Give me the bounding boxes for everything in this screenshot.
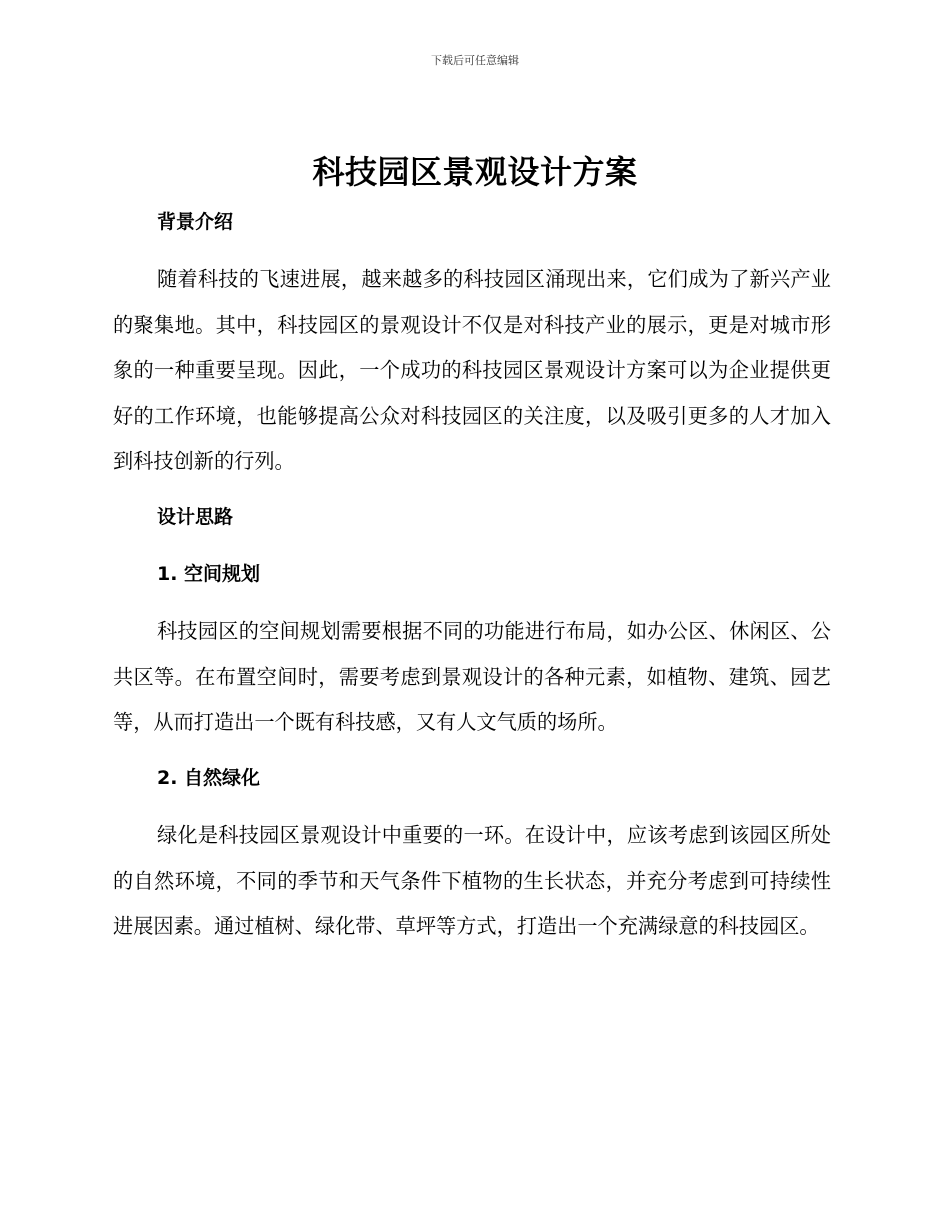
section-paragraph-background: 随着科技的飞速进展，越来越多的科技园区涌现出来，它们成为了新兴产业的聚集地。其中，科技园区的景观设计不仅是对科技产业的展示，更是对城市形象的一种重要呈现。因此，一个成功的科技园区景观设计方案可以为企业提供更好的工作环境，也能够提高公众对科技园区的关注度，以及吸引更多的人才加入到科技创新的行列。 xyxy=(113,267,831,473)
section-heading-space-planning: 1. 空间规划 xyxy=(157,563,261,585)
section-heading-design-approach: 设计思路 xyxy=(157,506,234,528)
section-heading-background: 背景介绍 xyxy=(157,211,234,233)
section-heading-natural-greening: 2. 自然绿化 xyxy=(157,767,261,789)
section-paragraph-natural-greening: 绿化是科技园区景观设计中重要的一环。在设计中，应该考虑到该园区所处的自然环境，不同的季节和天气条件下植物的生长状态，并充分考虑到可持续性进展因素。通过植树、绿化带、草坪等方式，打造出一个充满绿意的科技园区。 xyxy=(113,823,831,938)
section-paragraph-space-planning: 科技园区的空间规划需要根据不同的功能进行布局，如办公区、休闲区、公共区等。在布置空间时，需要考虑到景观设计的各种元素，如植物、建筑、园艺等，从而打造出一个既有科技感，又有人文气质的场所。 xyxy=(113,619,831,734)
document-title: 科技园区景观设计方案 xyxy=(312,153,638,191)
page-header-note: 下载后可任意编辑 xyxy=(431,54,519,67)
